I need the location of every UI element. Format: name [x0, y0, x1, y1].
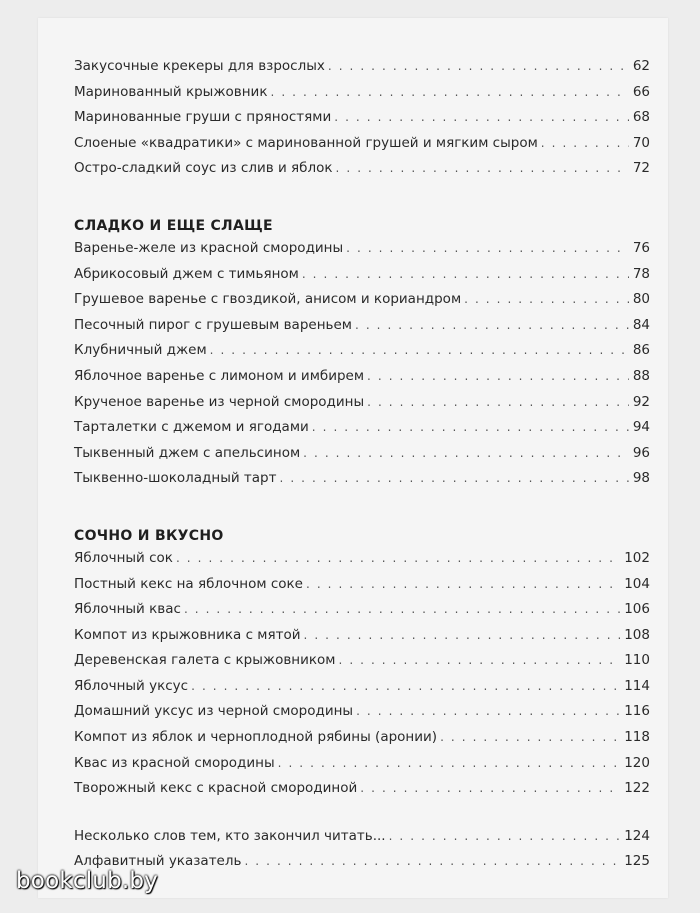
toc-entry: [74, 58, 650, 84]
toc-entry: [74, 445, 650, 471]
dot-leader: [304, 628, 621, 642]
toc-entry-title: Деревенская галета с крыжовником: [74, 652, 336, 669]
toc-entry: [74, 703, 650, 729]
toc-entry: [74, 342, 650, 368]
toc-entry-page: 62: [632, 58, 650, 74]
toc-entry-page: 88: [632, 367, 650, 384]
toc-entry-title: Яблочный уксус: [74, 677, 189, 694]
dot-leader: [306, 577, 620, 591]
toc-entry-page: 102: [624, 549, 650, 566]
toc-group-juicy: [74, 550, 650, 806]
site-watermark: bookclub.by: [16, 868, 158, 894]
toc-entry: [74, 419, 650, 445]
toc-entry-page: 84: [632, 316, 650, 333]
toc-group-sweet: [74, 240, 650, 496]
toc-entry-page: 66: [632, 83, 650, 100]
toc-entry-page: 68: [632, 109, 650, 126]
dot-leader: [303, 446, 629, 460]
dot-leader: [360, 781, 620, 795]
toc-entry: [74, 266, 650, 292]
toc-entry-page: 86: [632, 342, 650, 359]
toc-entry: [74, 317, 650, 343]
dot-leader: [356, 704, 620, 718]
toc-entry-title: Тарталетки с джемом и ягодами: [74, 419, 309, 436]
toc-entry-page: 125: [624, 853, 650, 870]
toc-entry: [74, 368, 650, 394]
toc-entry-page: 108: [624, 626, 650, 643]
toc-entry-page: 98: [632, 470, 650, 487]
toc-entry-title: Яблочное варенье с лимоном и имбирем: [74, 367, 365, 384]
dot-leader: [184, 602, 620, 616]
toc-entry-title: Алфавитный указатель: [74, 853, 242, 870]
toc-entry: [74, 576, 650, 602]
toc-entry-page: 116: [624, 703, 650, 720]
toc-entry-page: 118: [624, 729, 650, 746]
dot-leader: [270, 85, 628, 99]
toc-entry-title: Грушевое варенье с гвоздикой, анисом и кориандром: [74, 291, 462, 308]
toc-entry: [74, 291, 650, 317]
dot-leader: [367, 369, 629, 383]
toc-entry-page: 94: [632, 419, 650, 436]
dot-leader: [440, 730, 620, 744]
toc-entry: [74, 678, 650, 704]
toc-entry-title: Маринованные груши с пряностями: [74, 109, 332, 126]
toc-entry-page: 78: [632, 265, 650, 282]
toc-entry: [74, 84, 650, 110]
toc-entry-title: Яблочный сок: [74, 549, 173, 566]
toc-entry-title: Песочный пирог с грушевым вареньем: [74, 316, 352, 333]
toc-entry-page: 110: [624, 652, 650, 669]
toc-entry-title: Компот из яблок и черноплодной рябины (аронии): [74, 729, 438, 746]
toc-entry-page: 114: [624, 677, 650, 694]
toc-entry-title: Слоеные «квадратики» с маринованной грушей и мягким сыром: [74, 134, 538, 151]
dot-leader: [346, 241, 629, 255]
toc-entry-title: Творожный кекс с красной смородиной: [74, 780, 358, 797]
toc-entry-page: 76: [632, 239, 650, 256]
toc-entry: [74, 470, 650, 496]
toc-entry-page: 124: [624, 827, 650, 844]
toc-entry-page: 106: [624, 601, 650, 618]
dot-leader: [312, 420, 629, 434]
dot-leader: [176, 551, 620, 565]
toc-entry: [74, 394, 650, 420]
toc-entry-title: Крученое варенье из черной смородины: [74, 393, 365, 410]
dot-leader: [302, 267, 629, 281]
toc-entry: [74, 729, 650, 755]
toc-entry-title: Маринованный крыжовник: [74, 83, 268, 100]
toc-entry: [74, 601, 650, 627]
dot-leader: [336, 161, 629, 175]
dot-leader: [191, 679, 620, 693]
toc-entry: [74, 240, 650, 266]
table-of-contents: [74, 58, 650, 879]
toc-entry: [74, 627, 650, 653]
spacer: [74, 806, 650, 828]
toc-entry-page: 80: [632, 291, 650, 308]
toc-entry-page: 92: [632, 393, 650, 410]
dot-leader: [355, 318, 629, 332]
dot-leader: [389, 829, 621, 843]
section-heading-sweet: СЛАДКО И ЕЩЕ СЛАЩЕ: [74, 217, 273, 234]
toc-entry-page: 120: [624, 754, 650, 771]
toc-entry-title: Тыквенный джем с апельсином: [74, 444, 301, 461]
toc-entry-page: 96: [632, 444, 650, 461]
toc-entry: [74, 135, 650, 161]
toc-entry-title: Тыквенно-шоколадный тарт: [74, 470, 277, 487]
dot-leader: [210, 343, 629, 357]
dot-leader: [278, 756, 621, 770]
dot-leader: [244, 854, 620, 868]
toc-entry-title: Компот из крыжовника с мятой: [74, 626, 301, 643]
dot-leader: [280, 471, 629, 485]
toc-group-closing: [74, 828, 650, 879]
toc-entry-page: 70: [632, 134, 650, 151]
dot-leader: [541, 136, 629, 150]
toc-entry-title: Закусочные крекеры для взрослых: [74, 58, 325, 74]
toc-entry-page: 104: [624, 575, 650, 592]
toc-entry-title: Абрикосовый джем с тимьяном: [74, 265, 299, 282]
toc-entry-title: Постный кекс на яблочном соке: [74, 575, 303, 592]
toc-entry-title: Яблочный квас: [74, 601, 181, 618]
toc-entry-title: Несколько слов тем, кто закончил читать...: [74, 827, 386, 844]
toc-entry: [74, 828, 650, 854]
toc-entry: [74, 160, 650, 186]
toc-entry-title: Домашний уксус из черной смородины: [74, 703, 354, 720]
dot-leader: [464, 292, 629, 306]
toc-entry-title: Квас из красной смородины: [74, 754, 275, 771]
toc-group-snacks: [74, 58, 650, 186]
toc-entry: [74, 780, 650, 806]
toc-entry: [74, 853, 650, 879]
section-heading-juicy: СОЧНО И ВКУСНО: [74, 527, 224, 544]
toc-entry-page: 122: [624, 780, 650, 797]
toc-entry-title: Остро-сладкий соус из слив и яблок: [74, 160, 333, 177]
dot-leader: [367, 395, 629, 409]
toc-entry-title: Варенье-желе из красной смородины: [74, 239, 344, 256]
toc-entry: [74, 550, 650, 576]
dot-leader: [338, 653, 620, 667]
toc-entry: [74, 652, 650, 678]
toc-entry: [74, 109, 650, 135]
toc-entry-title: Клубничный джем: [74, 342, 207, 359]
dot-leader: [334, 110, 629, 124]
toc-entry: [74, 755, 650, 781]
dot-leader: [328, 59, 629, 73]
toc-entry-page: 72: [632, 160, 650, 177]
